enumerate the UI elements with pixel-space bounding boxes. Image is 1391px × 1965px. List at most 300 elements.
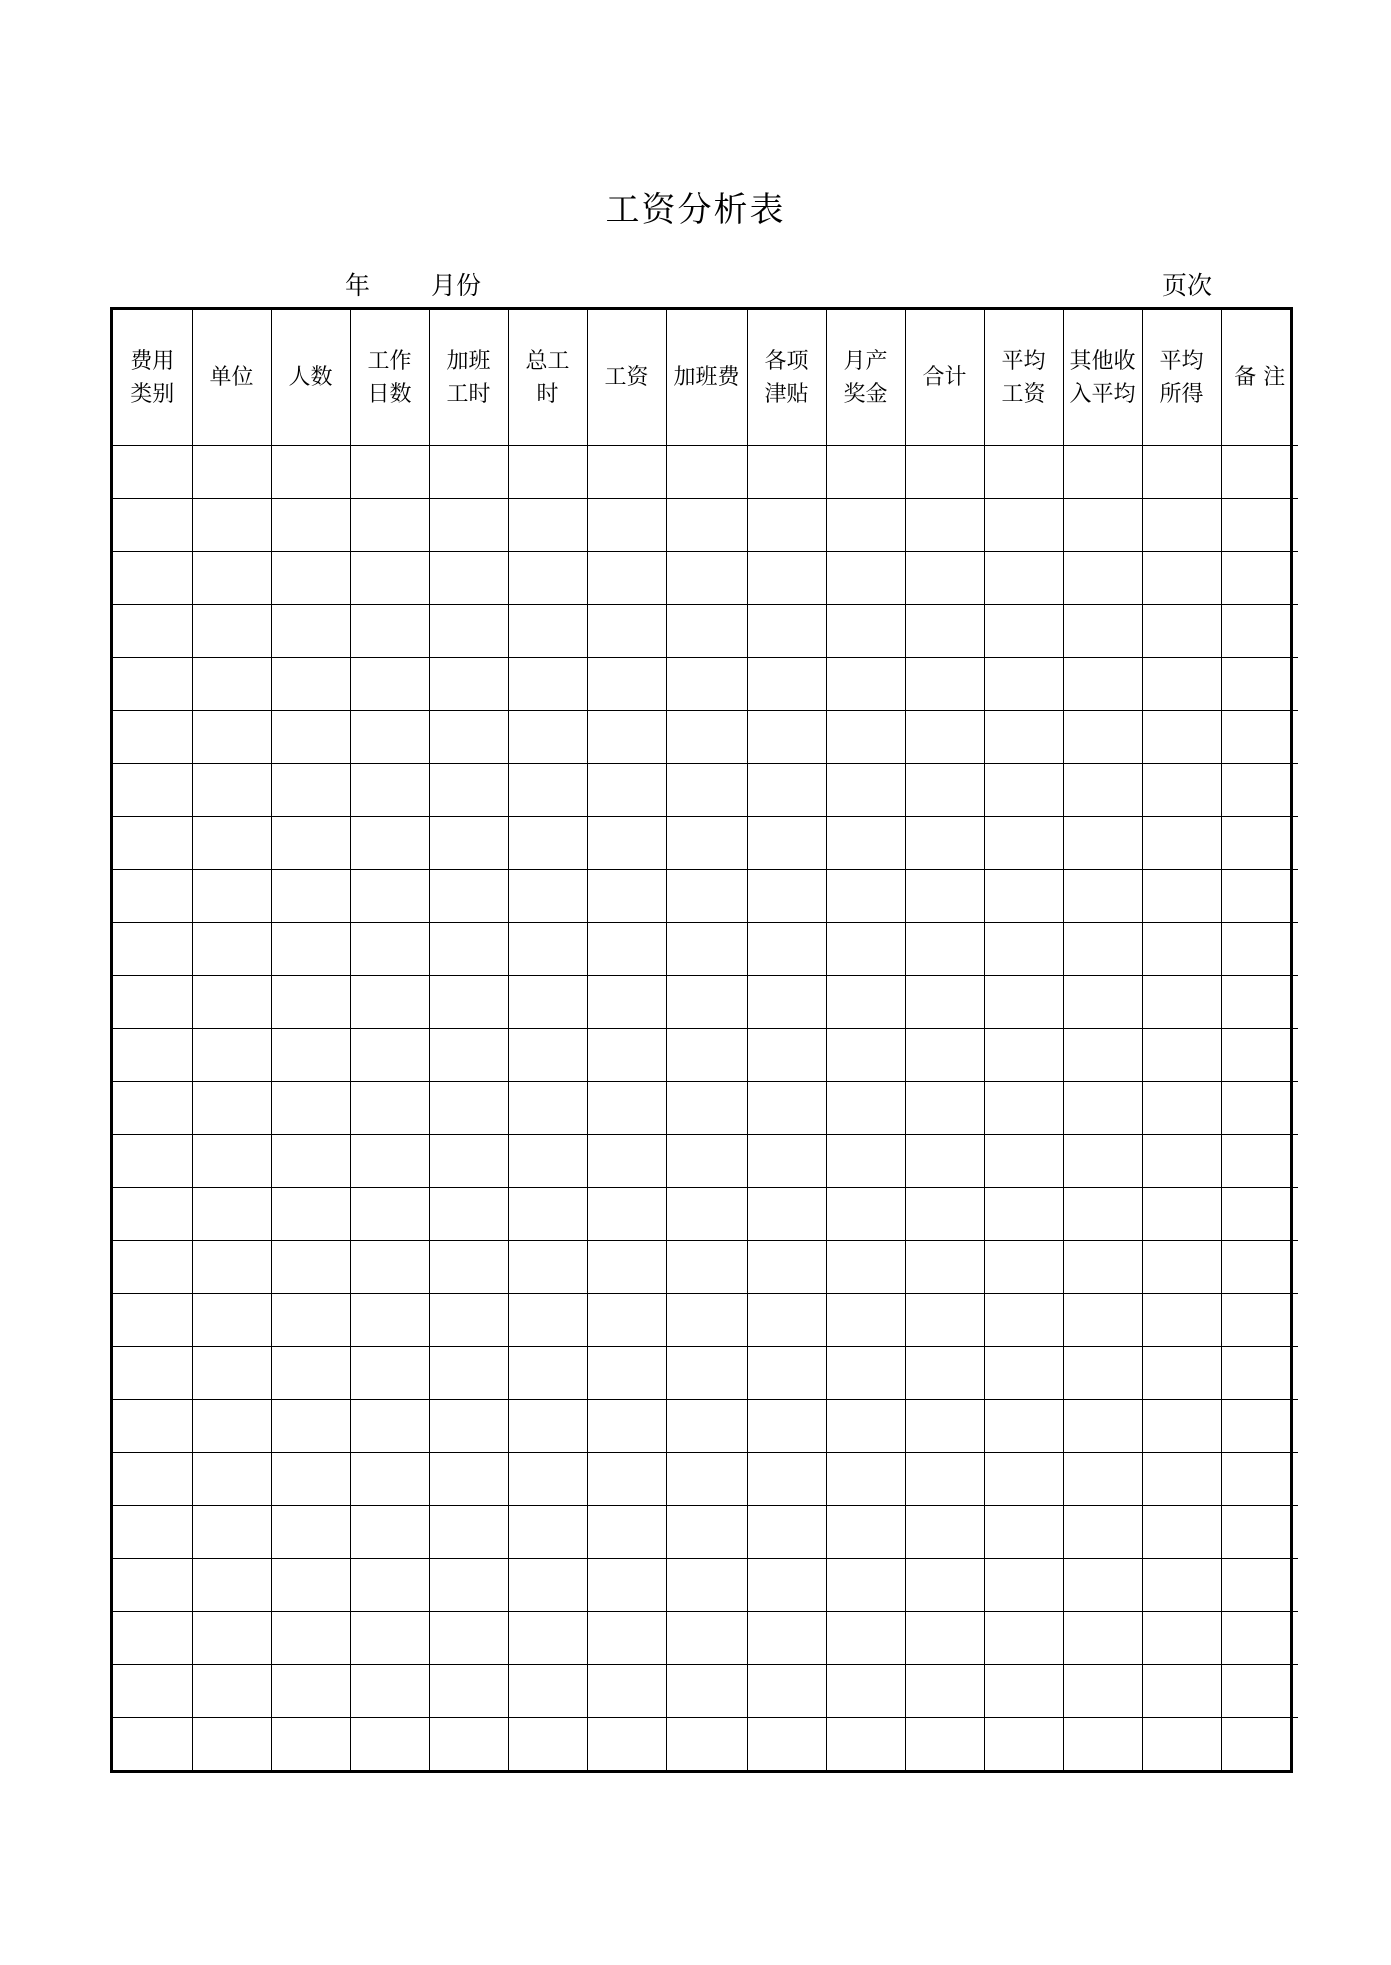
table-cell[interactable] xyxy=(587,1665,666,1718)
table-cell[interactable] xyxy=(429,1400,508,1453)
table-cell[interactable] xyxy=(192,605,271,658)
table-cell[interactable] xyxy=(984,1294,1063,1347)
table-cell[interactable] xyxy=(1142,764,1221,817)
table-cell[interactable] xyxy=(984,976,1063,1029)
table-cell[interactable] xyxy=(1063,1400,1142,1453)
table-cell[interactable] xyxy=(429,1188,508,1241)
table-cell[interactable] xyxy=(271,1665,350,1718)
table-cell[interactable] xyxy=(429,817,508,870)
table-cell[interactable] xyxy=(1142,499,1221,552)
table-cell[interactable] xyxy=(666,446,747,499)
table-cell[interactable] xyxy=(271,817,350,870)
table-cell[interactable] xyxy=(192,976,271,1029)
table-cell[interactable] xyxy=(826,446,905,499)
table-cell[interactable] xyxy=(1063,1188,1142,1241)
table-cell[interactable] xyxy=(271,499,350,552)
table-cell[interactable] xyxy=(1142,1347,1221,1400)
table-cell[interactable] xyxy=(508,1559,587,1612)
table-cell[interactable] xyxy=(747,870,826,923)
table-cell[interactable] xyxy=(1142,446,1221,499)
table-cell[interactable] xyxy=(271,1082,350,1135)
table-cell[interactable] xyxy=(905,499,984,552)
table-cell[interactable] xyxy=(826,1612,905,1665)
table-cell[interactable] xyxy=(666,499,747,552)
table-cell[interactable] xyxy=(905,1241,984,1294)
table-cell[interactable] xyxy=(747,1188,826,1241)
table-cell[interactable] xyxy=(666,1029,747,1082)
table-cell[interactable] xyxy=(587,1453,666,1506)
table-cell[interactable] xyxy=(508,817,587,870)
table-cell[interactable] xyxy=(1142,1453,1221,1506)
table-cell[interactable] xyxy=(271,764,350,817)
table-cell[interactable] xyxy=(350,817,429,870)
table-cell[interactable] xyxy=(192,1082,271,1135)
table-cell[interactable] xyxy=(747,923,826,976)
table-cell[interactable] xyxy=(666,605,747,658)
table-cell[interactable] xyxy=(747,499,826,552)
table-cell[interactable] xyxy=(905,1400,984,1453)
table-cell[interactable] xyxy=(984,711,1063,764)
table-cell[interactable] xyxy=(1221,1082,1298,1135)
table-cell[interactable] xyxy=(587,1559,666,1612)
table-cell[interactable] xyxy=(271,711,350,764)
table-cell[interactable] xyxy=(1063,923,1142,976)
table-cell[interactable] xyxy=(508,1400,587,1453)
table-cell[interactable] xyxy=(1063,1612,1142,1665)
table-cell[interactable] xyxy=(826,1029,905,1082)
table-cell[interactable] xyxy=(984,1241,1063,1294)
table-cell[interactable] xyxy=(192,923,271,976)
table-cell[interactable] xyxy=(271,1453,350,1506)
table-cell[interactable] xyxy=(1142,552,1221,605)
table-cell[interactable] xyxy=(666,1135,747,1188)
table-cell[interactable] xyxy=(508,1294,587,1347)
table-cell[interactable] xyxy=(429,658,508,711)
table-cell[interactable] xyxy=(984,1612,1063,1665)
table-cell[interactable] xyxy=(429,1082,508,1135)
table-cell[interactable] xyxy=(747,1400,826,1453)
table-cell[interactable] xyxy=(508,1188,587,1241)
table-cell[interactable] xyxy=(350,605,429,658)
table-cell[interactable] xyxy=(666,1241,747,1294)
table-cell[interactable] xyxy=(271,870,350,923)
table-cell[interactable] xyxy=(1221,1559,1298,1612)
table-cell[interactable] xyxy=(508,1347,587,1400)
table-cell[interactable] xyxy=(905,976,984,1029)
table-cell[interactable] xyxy=(508,923,587,976)
table-cell[interactable] xyxy=(905,923,984,976)
table-cell[interactable] xyxy=(350,1188,429,1241)
table-cell[interactable] xyxy=(350,923,429,976)
table-cell[interactable] xyxy=(1221,817,1298,870)
table-cell[interactable] xyxy=(826,976,905,1029)
table-cell[interactable] xyxy=(192,817,271,870)
table-cell[interactable] xyxy=(271,1188,350,1241)
table-cell[interactable] xyxy=(1142,1241,1221,1294)
table-cell[interactable] xyxy=(350,1400,429,1453)
table-cell[interactable] xyxy=(747,817,826,870)
table-cell[interactable] xyxy=(747,605,826,658)
table-cell[interactable] xyxy=(587,605,666,658)
table-cell[interactable] xyxy=(113,1612,192,1665)
table-cell[interactable] xyxy=(1063,1135,1142,1188)
table-cell[interactable] xyxy=(826,1400,905,1453)
table-cell[interactable] xyxy=(1142,1400,1221,1453)
table-cell[interactable] xyxy=(113,976,192,1029)
table-cell[interactable] xyxy=(192,1400,271,1453)
table-cell[interactable] xyxy=(1142,817,1221,870)
table-cell[interactable] xyxy=(587,923,666,976)
table-cell[interactable] xyxy=(666,1506,747,1559)
table-cell[interactable] xyxy=(271,1612,350,1665)
table-cell[interactable] xyxy=(984,1400,1063,1453)
table-cell[interactable] xyxy=(429,1506,508,1559)
table-cell[interactable] xyxy=(1221,1453,1298,1506)
table-cell[interactable] xyxy=(271,446,350,499)
table-cell[interactable] xyxy=(271,923,350,976)
table-cell[interactable] xyxy=(984,446,1063,499)
table-cell[interactable] xyxy=(1063,1506,1142,1559)
table-cell[interactable] xyxy=(192,711,271,764)
table-cell[interactable] xyxy=(587,976,666,1029)
table-cell[interactable] xyxy=(1063,976,1142,1029)
table-cell[interactable] xyxy=(826,605,905,658)
table-cell[interactable] xyxy=(587,764,666,817)
table-cell[interactable] xyxy=(508,870,587,923)
table-cell[interactable] xyxy=(350,1241,429,1294)
table-cell[interactable] xyxy=(905,1453,984,1506)
table-cell[interactable] xyxy=(1142,711,1221,764)
table-cell[interactable] xyxy=(1221,1506,1298,1559)
table-cell[interactable] xyxy=(1221,1029,1298,1082)
table-cell[interactable] xyxy=(271,1718,350,1771)
table-cell[interactable] xyxy=(1063,499,1142,552)
table-cell[interactable] xyxy=(1063,446,1142,499)
table-cell[interactable] xyxy=(350,1612,429,1665)
table-cell[interactable] xyxy=(508,499,587,552)
table-cell[interactable] xyxy=(984,923,1063,976)
table-cell[interactable] xyxy=(826,1135,905,1188)
table-cell[interactable] xyxy=(113,446,192,499)
table-cell[interactable] xyxy=(666,764,747,817)
table-cell[interactable] xyxy=(984,817,1063,870)
table-cell[interactable] xyxy=(747,711,826,764)
table-cell[interactable] xyxy=(826,552,905,605)
table-cell[interactable] xyxy=(508,1453,587,1506)
table-cell[interactable] xyxy=(113,1082,192,1135)
table-cell[interactable] xyxy=(350,1718,429,1771)
table-cell[interactable] xyxy=(192,1718,271,1771)
table-cell[interactable] xyxy=(905,605,984,658)
table-cell[interactable] xyxy=(984,1506,1063,1559)
table-cell[interactable] xyxy=(192,1559,271,1612)
table-cell[interactable] xyxy=(905,1612,984,1665)
table-cell[interactable] xyxy=(666,1453,747,1506)
table-cell[interactable] xyxy=(1063,870,1142,923)
table-cell[interactable] xyxy=(429,1294,508,1347)
table-cell[interactable] xyxy=(587,1082,666,1135)
table-cell[interactable] xyxy=(429,1559,508,1612)
table-cell[interactable] xyxy=(747,1718,826,1771)
table-cell[interactable] xyxy=(1221,1294,1298,1347)
table-cell[interactable] xyxy=(1063,764,1142,817)
table-cell[interactable] xyxy=(192,1612,271,1665)
table-cell[interactable] xyxy=(508,605,587,658)
table-cell[interactable] xyxy=(271,976,350,1029)
table-cell[interactable] xyxy=(271,1347,350,1400)
table-cell[interactable] xyxy=(984,499,1063,552)
table-cell[interactable] xyxy=(350,976,429,1029)
table-cell[interactable] xyxy=(1221,499,1298,552)
table-cell[interactable] xyxy=(747,1029,826,1082)
table-cell[interactable] xyxy=(113,1453,192,1506)
table-cell[interactable] xyxy=(113,1241,192,1294)
table-cell[interactable] xyxy=(1063,658,1142,711)
table-cell[interactable] xyxy=(429,1718,508,1771)
table-cell[interactable] xyxy=(1221,605,1298,658)
table-cell[interactable] xyxy=(192,1347,271,1400)
table-cell[interactable] xyxy=(1142,976,1221,1029)
table-cell[interactable] xyxy=(271,1559,350,1612)
table-cell[interactable] xyxy=(826,1082,905,1135)
table-cell[interactable] xyxy=(113,870,192,923)
table-cell[interactable] xyxy=(429,1665,508,1718)
table-cell[interactable] xyxy=(1063,1294,1142,1347)
table-cell[interactable] xyxy=(1142,1506,1221,1559)
table-cell[interactable] xyxy=(113,1135,192,1188)
table-cell[interactable] xyxy=(113,552,192,605)
table-cell[interactable] xyxy=(587,870,666,923)
table-cell[interactable] xyxy=(587,499,666,552)
table-cell[interactable] xyxy=(905,1506,984,1559)
table-cell[interactable] xyxy=(747,764,826,817)
table-cell[interactable] xyxy=(429,1347,508,1400)
table-cell[interactable] xyxy=(666,1082,747,1135)
table-cell[interactable] xyxy=(826,658,905,711)
table-cell[interactable] xyxy=(192,1665,271,1718)
table-cell[interactable] xyxy=(587,1718,666,1771)
table-cell[interactable] xyxy=(1142,1665,1221,1718)
table-cell[interactable] xyxy=(350,711,429,764)
table-cell[interactable] xyxy=(587,552,666,605)
table-cell[interactable] xyxy=(350,1029,429,1082)
table-cell[interactable] xyxy=(826,1294,905,1347)
table-cell[interactable] xyxy=(429,1135,508,1188)
table-cell[interactable] xyxy=(1063,1241,1142,1294)
table-cell[interactable] xyxy=(350,1506,429,1559)
table-cell[interactable] xyxy=(984,1029,1063,1082)
table-cell[interactable] xyxy=(192,1294,271,1347)
table-cell[interactable] xyxy=(984,1718,1063,1771)
table-cell[interactable] xyxy=(905,1665,984,1718)
table-cell[interactable] xyxy=(508,976,587,1029)
table-cell[interactable] xyxy=(192,1506,271,1559)
table-cell[interactable] xyxy=(587,1241,666,1294)
table-cell[interactable] xyxy=(350,1082,429,1135)
table-cell[interactable] xyxy=(747,1453,826,1506)
table-cell[interactable] xyxy=(350,658,429,711)
table-cell[interactable] xyxy=(747,552,826,605)
table-cell[interactable] xyxy=(113,605,192,658)
table-cell[interactable] xyxy=(113,499,192,552)
table-cell[interactable] xyxy=(508,446,587,499)
table-cell[interactable] xyxy=(113,658,192,711)
table-cell[interactable] xyxy=(747,658,826,711)
table-cell[interactable] xyxy=(826,1453,905,1506)
table-cell[interactable] xyxy=(113,1294,192,1347)
table-cell[interactable] xyxy=(747,1294,826,1347)
table-cell[interactable] xyxy=(1221,976,1298,1029)
table-cell[interactable] xyxy=(984,605,1063,658)
table-cell[interactable] xyxy=(1142,605,1221,658)
table-cell[interactable] xyxy=(1221,764,1298,817)
table-cell[interactable] xyxy=(747,1241,826,1294)
table-cell[interactable] xyxy=(587,658,666,711)
table-cell[interactable] xyxy=(192,658,271,711)
table-cell[interactable] xyxy=(1063,1347,1142,1400)
table-cell[interactable] xyxy=(429,1241,508,1294)
table-cell[interactable] xyxy=(508,1718,587,1771)
table-cell[interactable] xyxy=(350,1135,429,1188)
table-cell[interactable] xyxy=(429,1453,508,1506)
table-cell[interactable] xyxy=(905,1718,984,1771)
table-cell[interactable] xyxy=(905,870,984,923)
table-cell[interactable] xyxy=(984,552,1063,605)
table-cell[interactable] xyxy=(429,552,508,605)
table-cell[interactable] xyxy=(747,976,826,1029)
table-cell[interactable] xyxy=(113,711,192,764)
table-cell[interactable] xyxy=(113,817,192,870)
table-cell[interactable] xyxy=(429,1029,508,1082)
table-cell[interactable] xyxy=(113,1718,192,1771)
table-cell[interactable] xyxy=(1142,1082,1221,1135)
table-cell[interactable] xyxy=(984,1665,1063,1718)
table-cell[interactable] xyxy=(508,1506,587,1559)
table-cell[interactable] xyxy=(350,1559,429,1612)
table-cell[interactable] xyxy=(666,1188,747,1241)
table-cell[interactable] xyxy=(905,1294,984,1347)
table-cell[interactable] xyxy=(666,1612,747,1665)
table-cell[interactable] xyxy=(747,446,826,499)
table-cell[interactable] xyxy=(984,1453,1063,1506)
table-cell[interactable] xyxy=(1221,1665,1298,1718)
table-cell[interactable] xyxy=(508,1082,587,1135)
table-cell[interactable] xyxy=(747,1612,826,1665)
table-cell[interactable] xyxy=(350,499,429,552)
table-cell[interactable] xyxy=(587,1400,666,1453)
table-cell[interactable] xyxy=(429,499,508,552)
table-cell[interactable] xyxy=(508,1241,587,1294)
table-cell[interactable] xyxy=(1142,1612,1221,1665)
table-cell[interactable] xyxy=(1142,1135,1221,1188)
table-cell[interactable] xyxy=(905,658,984,711)
table-cell[interactable] xyxy=(192,446,271,499)
table-cell[interactable] xyxy=(429,1612,508,1665)
table-cell[interactable] xyxy=(350,764,429,817)
table-cell[interactable] xyxy=(508,658,587,711)
table-cell[interactable] xyxy=(826,1241,905,1294)
table-cell[interactable] xyxy=(905,817,984,870)
table-cell[interactable] xyxy=(508,1135,587,1188)
table-cell[interactable] xyxy=(826,817,905,870)
table-cell[interactable] xyxy=(587,1506,666,1559)
table-cell[interactable] xyxy=(666,1347,747,1400)
table-cell[interactable] xyxy=(271,605,350,658)
table-cell[interactable] xyxy=(1063,1029,1142,1082)
table-cell[interactable] xyxy=(271,1506,350,1559)
table-cell[interactable] xyxy=(1142,1294,1221,1347)
table-cell[interactable] xyxy=(666,1559,747,1612)
table-cell[interactable] xyxy=(587,711,666,764)
table-cell[interactable] xyxy=(1221,1188,1298,1241)
table-cell[interactable] xyxy=(271,658,350,711)
table-cell[interactable] xyxy=(192,1135,271,1188)
table-cell[interactable] xyxy=(271,552,350,605)
table-cell[interactable] xyxy=(666,1294,747,1347)
table-cell[interactable] xyxy=(826,1188,905,1241)
table-cell[interactable] xyxy=(826,764,905,817)
table-cell[interactable] xyxy=(905,1559,984,1612)
table-cell[interactable] xyxy=(747,1135,826,1188)
table-cell[interactable] xyxy=(192,552,271,605)
table-cell[interactable] xyxy=(1063,605,1142,658)
table-cell[interactable] xyxy=(905,1029,984,1082)
table-cell[interactable] xyxy=(1221,923,1298,976)
table-cell[interactable] xyxy=(905,1082,984,1135)
table-cell[interactable] xyxy=(1063,1718,1142,1771)
table-cell[interactable] xyxy=(1221,1400,1298,1453)
table-cell[interactable] xyxy=(905,1135,984,1188)
table-cell[interactable] xyxy=(1142,658,1221,711)
table-cell[interactable] xyxy=(666,1665,747,1718)
table-cell[interactable] xyxy=(826,870,905,923)
table-cell[interactable] xyxy=(271,1294,350,1347)
table-cell[interactable] xyxy=(192,1029,271,1082)
table-cell[interactable] xyxy=(1221,658,1298,711)
table-cell[interactable] xyxy=(984,1135,1063,1188)
table-cell[interactable] xyxy=(1221,711,1298,764)
table-cell[interactable] xyxy=(984,764,1063,817)
table-cell[interactable] xyxy=(192,1453,271,1506)
table-cell[interactable] xyxy=(826,711,905,764)
table-cell[interactable] xyxy=(905,552,984,605)
table-cell[interactable] xyxy=(350,1347,429,1400)
table-cell[interactable] xyxy=(1063,1453,1142,1506)
table-cell[interactable] xyxy=(666,817,747,870)
table-cell[interactable] xyxy=(113,764,192,817)
table-cell[interactable] xyxy=(429,764,508,817)
table-cell[interactable] xyxy=(1142,1188,1221,1241)
table-cell[interactable] xyxy=(350,1665,429,1718)
table-cell[interactable] xyxy=(747,1082,826,1135)
table-cell[interactable] xyxy=(271,1241,350,1294)
table-cell[interactable] xyxy=(666,923,747,976)
table-cell[interactable] xyxy=(350,1294,429,1347)
table-cell[interactable] xyxy=(192,499,271,552)
table-cell[interactable] xyxy=(1063,817,1142,870)
table-cell[interactable] xyxy=(587,1347,666,1400)
table-cell[interactable] xyxy=(587,1029,666,1082)
table-cell[interactable] xyxy=(826,1718,905,1771)
table-cell[interactable] xyxy=(508,1029,587,1082)
table-cell[interactable] xyxy=(350,446,429,499)
table-cell[interactable] xyxy=(587,1294,666,1347)
table-cell[interactable] xyxy=(113,1559,192,1612)
table-cell[interactable] xyxy=(1142,1718,1221,1771)
table-cell[interactable] xyxy=(1142,923,1221,976)
table-cell[interactable] xyxy=(271,1400,350,1453)
table-cell[interactable] xyxy=(429,711,508,764)
